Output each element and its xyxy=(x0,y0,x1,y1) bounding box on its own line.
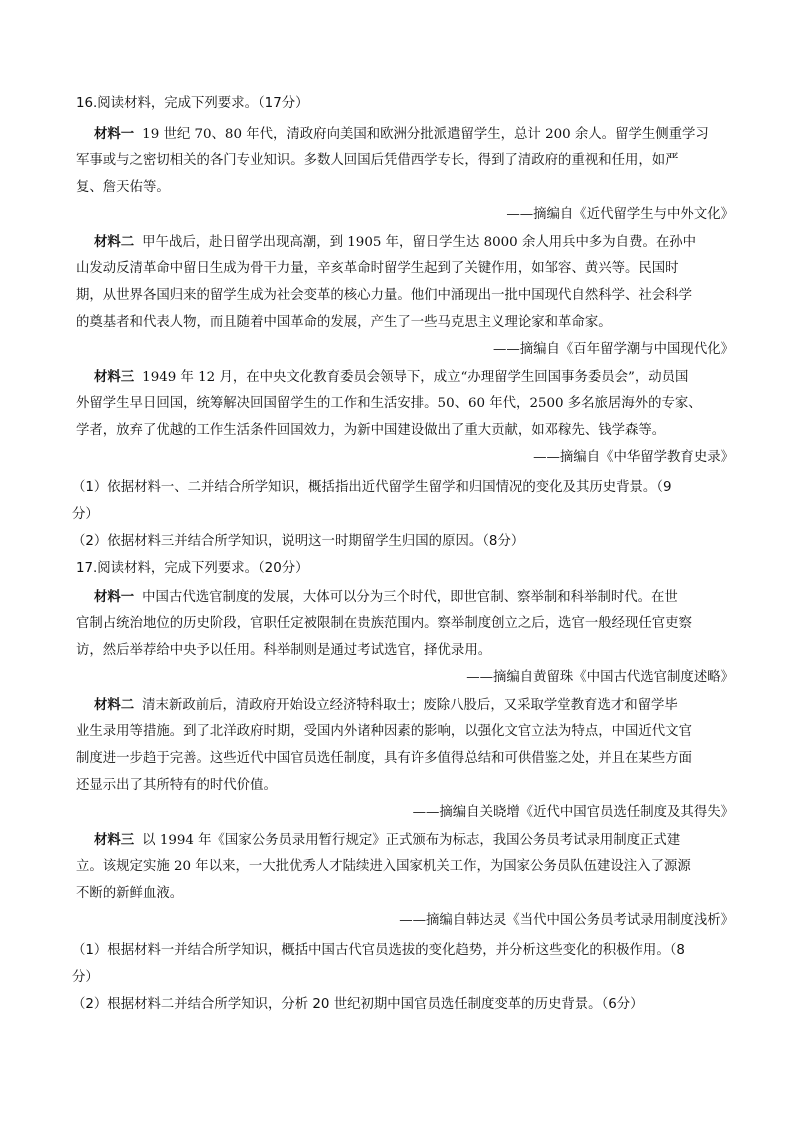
q16-material-2-source: ——摘编自《百年留学潮与中国现代化》 xyxy=(492,342,734,357)
q17-material-1-line xyxy=(94,588,678,607)
q17-material-3-text: 以 1994 年《国家公务员录用暂行规定》正式颁布为标志，我国公务员考试录用制度正式建 xyxy=(142,833,681,848)
q16-material-1-line xyxy=(94,125,709,144)
q17-material-1-text: 中国古代选官制度的发展，大体可以分为三个时代，即世官制、察举制和科举制时代。在世 xyxy=(142,590,678,605)
q16-subquestion-1: （1）依据材料一、二并结合所学知识，概括指出近代留学生留学和归国情况的变化及其历史背景。（9 xyxy=(72,480,672,495)
q17-material-1-line: 官制占统治地位的历史阶段，官职任定被限制在贵族范围内。察举制度创立之后，选官一般经现任官吏察 xyxy=(76,616,692,631)
q17-material-3-line: 不断的新鲜血液。 xyxy=(76,886,184,901)
q16-material-3-line xyxy=(94,368,688,387)
q16-material-2-label: 材料二 xyxy=(94,234,135,250)
q16-material-2-line xyxy=(94,233,696,252)
question-17-title: 17.阅读材料，完成下列要求。（20分） xyxy=(76,561,309,576)
q17-material-2-label: 材料二 xyxy=(94,697,135,713)
q16-material-2-line: 的奠基者和代表人物，而且随着中国革命的发展，产生了一些马克思主义理论家和革命家。 xyxy=(76,315,612,330)
q17-material-2-line xyxy=(94,696,678,715)
q16-material-1-source: ——摘编自《近代留学生与中外文化》 xyxy=(506,207,734,222)
q17-subquestion-2: （2）根据材料二并结合所学知识，分析 20 世纪初期中国官员选任制度变革的历史背景。（6分） xyxy=(72,997,644,1012)
q17-material-2-source: ——摘编自关晓增《近代中国官员选任制度及其得失》 xyxy=(412,805,734,820)
q16-material-2-text: 甲午战后，赴日留学出现高潮，到 1905 年，留日学生达 8000 余人用兵中多为自费。在孙中 xyxy=(142,235,697,250)
q17-subquestion-1-cont: 分） xyxy=(72,970,99,985)
q16-material-1-label: 材料一 xyxy=(94,126,135,142)
q17-material-1-line: 访，然后举荐给中央予以任用。科举制则是通过考试选官，择优录用。 xyxy=(76,643,492,658)
q16-subquestion-1-cont: 分） xyxy=(72,507,99,522)
q17-material-2-line: 制度进一步趋于完善。这些近代中国官员选任制度，具有许多值得总结和可供借鉴之处，并且在某些方面 xyxy=(76,751,692,766)
q16-material-1-line: 复、詹天佑等。 xyxy=(76,180,170,195)
q17-material-1-source: ——摘编自黄留珠《中国古代选官制度述略》 xyxy=(466,670,734,685)
q16-material-3-line: 外留学生早日回国，统筹解决回国留学生的工作和生活安排。50、60 年代，2500 多名旅居海外的专家、 xyxy=(76,396,702,411)
q16-subquestion-2: （2）依据材料三并结合所学知识，说明这一时期留学生归国的原因。（8分） xyxy=(72,534,525,549)
q17-material-2-text: 清末新政前后，清政府开始设立经济特科取士；废除八股后，又采取学堂教育选才和留学毕 xyxy=(142,698,678,713)
q17-material-1-label: 材料一 xyxy=(94,589,135,605)
question-16-title: 16.阅读材料，完成下列要求。（17分） xyxy=(76,96,309,111)
q16-material-3-label: 材料三 xyxy=(94,369,135,385)
q17-material-3-label: 材料三 xyxy=(94,832,135,848)
q17-material-3-source: ——摘编自韩达灵《当代中国公务员考试录用制度浅析》 xyxy=(399,913,734,928)
q16-material-1-line: 军事或与之密切相关的各门专业知识。多数人回国后凭借西学专长，得到了清政府的重视和任用，如严 xyxy=(76,153,679,168)
q16-material-3-source: ——摘编自《中华留学教育史录》 xyxy=(533,450,734,465)
q16-material-2-line: 期，从世界各国归来的留学生成为社会变革的核心力量。他们中涌现出一批中国现代自然科学、社会科学 xyxy=(76,288,692,303)
q16-material-3-line: 学者，放弃了优越的工作生活条件回国效力，为新中国建设做出了重大贡献，如邓稼先、钱学森等。 xyxy=(76,423,666,438)
q16-material-3-text: 1949 年 12 月，在中央文化教育委员会领导下，成立“办理留学生回国事务委员会”，动员国 xyxy=(142,370,689,385)
q17-material-2-line: 还显示出了其所特有的时代价值。 xyxy=(76,778,277,793)
q17-subquestion-1: （1）根据材料一并结合所学知识，概括中国古代官员选拔的变化趋势，并分析这些变化的积极作用。（8 xyxy=(72,943,685,958)
q16-material-1-text: 19 世纪 70、80 年代，清政府向美国和欧洲分批派遣留学生，总计 200 余人。留学生侧重学习 xyxy=(142,127,709,142)
q17-material-3-line: 立。该规定实施 20 年以来，一大批优秀人才陆续进入国家机关工作，为国家公务员队伍建设注入了源源 xyxy=(76,859,691,874)
q16-material-2-line: 山发动反清革命中留日生成为骨干力量，辛亥革命时留学生起到了关键作用，如邹容、黄兴等。民国时 xyxy=(76,261,679,276)
q17-material-2-line: 业生录用等措施。到了北洋政府时期，受国内外诸种因素的影响，以强化文官立法为特点，中国近代文官 xyxy=(76,724,692,739)
q17-material-3-line xyxy=(94,831,680,850)
